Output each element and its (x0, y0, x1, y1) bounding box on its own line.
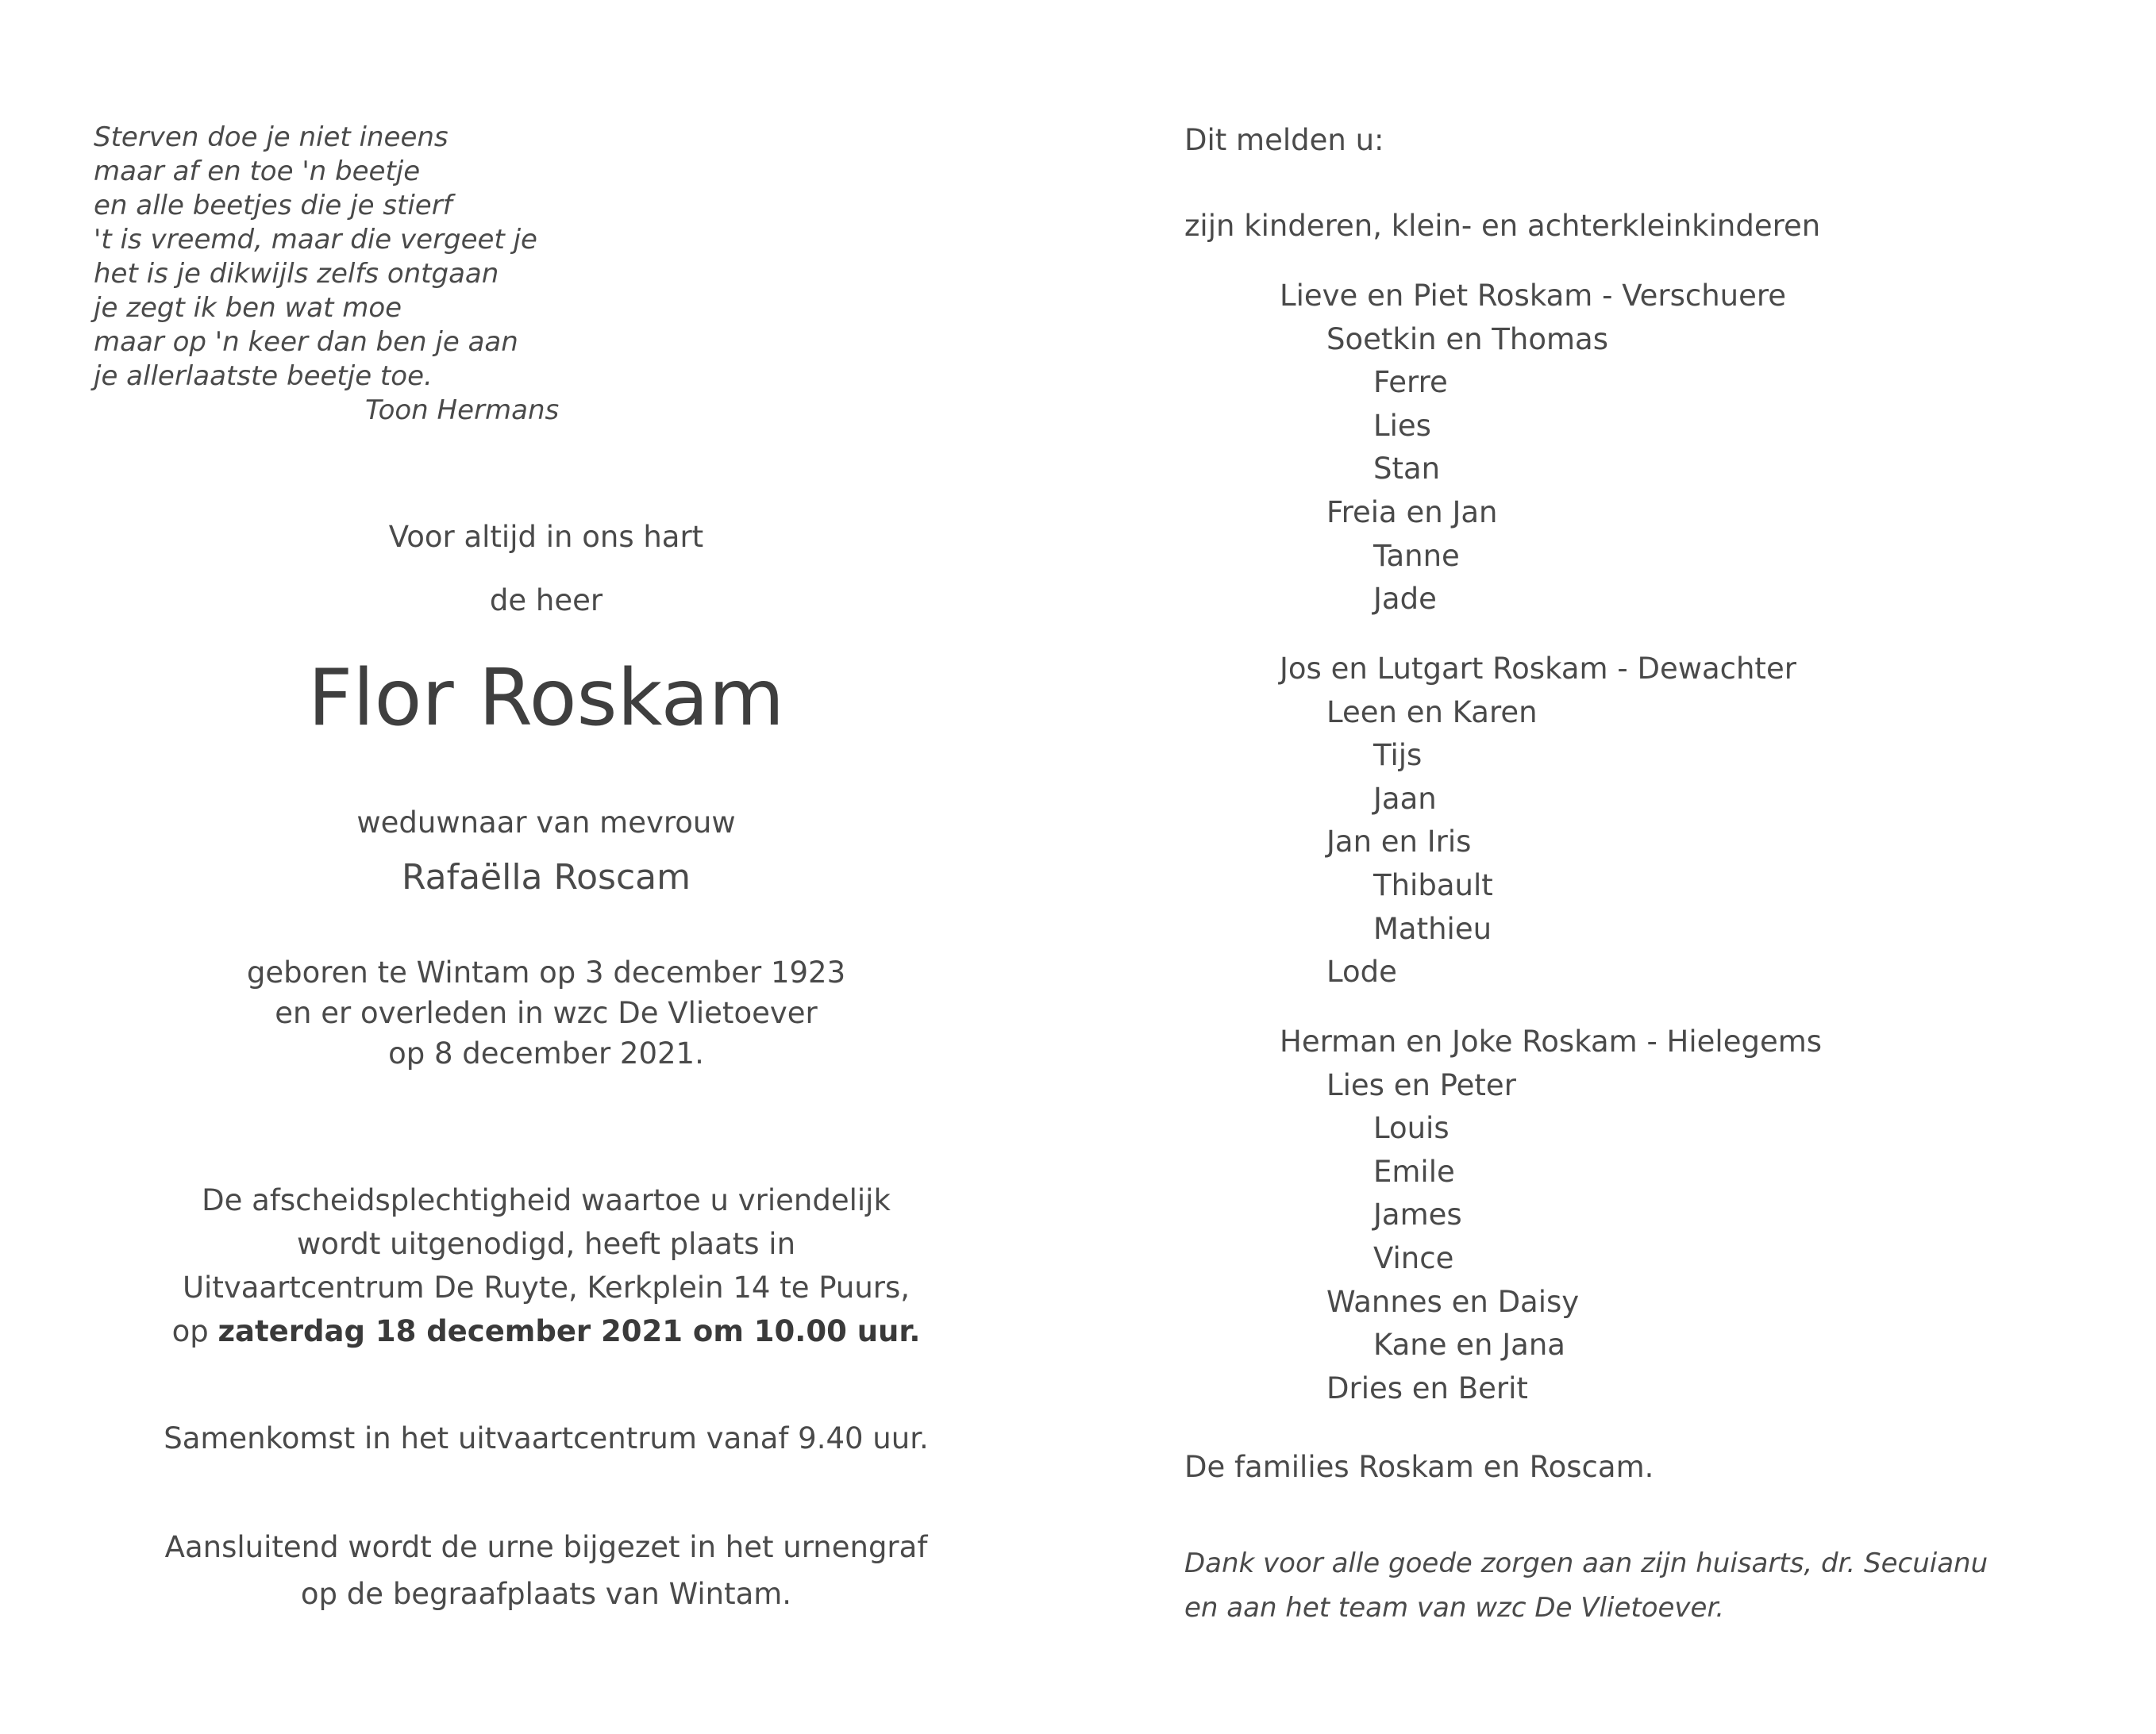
ceremony-line: De afscheidsplechtigheid waartoe u vriendelijk (202, 1183, 891, 1217)
grandchild: Freia en Jan (1326, 494, 1498, 529)
poem-line: maar af en toe 'n beetje (94, 156, 421, 187)
great-grandchild: Vince (1373, 1240, 1454, 1275)
poem-author: Toon Hermans (365, 394, 560, 426)
grandchild: Wannes en Daisy (1326, 1284, 1580, 1319)
great-grandchild: Kane en Jana (1373, 1328, 1565, 1363)
salutation: de heer (489, 583, 603, 617)
poem-line: 't is vreemd, maar die vergeet je (94, 224, 537, 256)
grandchild: Leen en Karen (1326, 694, 1538, 729)
poem-line: en alle beetjes die je stierf (94, 190, 452, 221)
grandchild: Soetkin en Thomas (1326, 321, 1608, 356)
ceremony-date-line (86, 1309, 1007, 1353)
family-head: Herman en Joke Roskam - Hielegems (1280, 1025, 1823, 1059)
poem-line: je zegt ik ben wat moe (94, 292, 402, 324)
ceremony-date-prefix: op (171, 1314, 218, 1348)
thanks-line: en aan het team van wzc De Vlietoever. (1184, 1592, 1725, 1624)
great-grandchild: Jaan (1373, 781, 1437, 816)
thanks-note (1184, 1541, 1988, 1630)
great-grandchild: Emile (1373, 1154, 1455, 1189)
poem-line: het is je dikwijls zelfs ontgaan (94, 258, 499, 290)
spouse-name: Rafaëlla Roscam (402, 857, 691, 898)
family-head: Jos en Lutgart Roskam - Dewachter (1280, 652, 1796, 686)
grandchild: Lies en Peter (1326, 1067, 1516, 1102)
great-grandchild: James (1373, 1198, 1462, 1232)
relatives-text: zijn kinderen, klein- en achterkleinkinderen (1184, 209, 1821, 243)
ceremony-date: zaterdag 18 december 2021 om 10.00 uur. (218, 1314, 921, 1348)
family-head: Lieve en Piet Roskam - Verschuere (1280, 279, 1787, 313)
great-grandchild: Mathieu (1373, 911, 1492, 946)
spouse-intro: weduwnaar van mevrouw (356, 805, 736, 840)
announce-text: Dit melden u: (1184, 123, 1384, 157)
ceremony-line: Uitvaartcentrum De Ruyte, Kerkplein 14 te Puurs, (182, 1271, 911, 1305)
great-grandchild: Tanne (1373, 538, 1460, 573)
great-grandchild: Lies (1373, 408, 1431, 443)
urn-line: op de begraafplaats van Wintam. (300, 1577, 792, 1611)
family-block (1280, 275, 1786, 621)
urn-details (86, 1524, 1007, 1617)
grandchild: Dries en Berit (1326, 1371, 1528, 1405)
great-grandchild: Ferre (1373, 365, 1448, 400)
family-block (1280, 648, 1796, 994)
grandchild: Jan en Iris (1326, 825, 1472, 859)
grandchild: Lode (1326, 955, 1397, 990)
ceremony-line: wordt uitgenodigd, heeft plaats in (296, 1227, 796, 1261)
great-grandchild: Jade (1373, 582, 1437, 617)
closing-families: De families Roskam en Roscam. (1184, 1450, 1654, 1484)
great-grandchild: Thibault (1373, 867, 1493, 902)
poem-line: je allerlaatste beetje toe. (94, 360, 433, 392)
great-grandchild: Louis (1373, 1111, 1450, 1146)
urn-line: Aansluitend wordt de urne bijgezet in het urnengraf (164, 1530, 928, 1564)
great-grandchild: Stan (1373, 452, 1441, 486)
life-line: geboren te Wintam op 3 december 1923 (246, 955, 846, 990)
life-line: en er overleden in wzc De Vlietoever (275, 996, 818, 1030)
life-details (86, 952, 1007, 1074)
poem-line: maar op 'n keer dan ben je aan (94, 326, 518, 358)
deceased-name: Flor Roskam (307, 653, 785, 744)
thanks-line: Dank voor alle goede zorgen aan zijn huisarts, dr. Secuianu (1184, 1548, 1989, 1579)
gathering-text: Samenkomst in het uitvaartcentrum vanaf 9.40 uur. (164, 1421, 929, 1455)
life-line: op 8 december 2021. (388, 1036, 704, 1071)
family-block (1280, 1021, 1822, 1410)
intro-text: Voor altijd in ons hart (388, 520, 704, 554)
poem-line: Sterven doe je niet ineens (94, 121, 449, 153)
ceremony-details (86, 1178, 1007, 1353)
poem (94, 121, 559, 428)
great-grandchild: Tijs (1373, 738, 1423, 773)
